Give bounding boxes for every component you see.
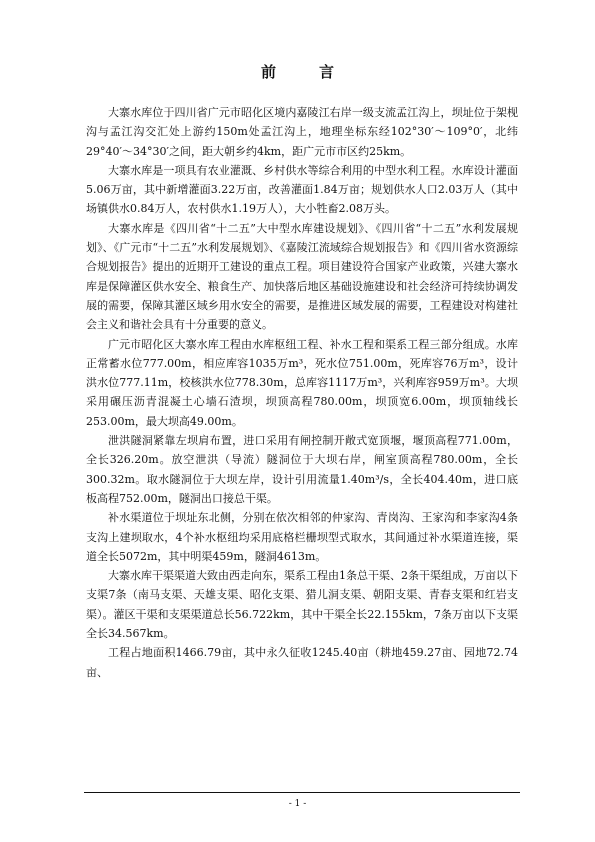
paragraph-land-use: 工程占地面积1466.79亩，其中永久征收1245.40亩（耕地459.27亩、园地72.74亩、 [86, 646, 518, 679]
paragraph-planning: 大寨水库是《四川省“十二五”大中型水库建设规划》、《四川省“十二五”水利发展规划》、《广元市“十二五”水利发展规划》、《嘉陵江流域综合规划报告》和《四川省水资源综合规划报告》提出的近期开工建设的重点工程。项目建设符合国家产业政策，兴建大寨水库是保障灌区供水安全、粮食生产、加快落后地区基础设施建设和社会经济可持续协调发展的需要，保障其灌区域乡用水安全的需要，是推进区域发展的需要，工程建设对构建社会主义和谐社会具有十分重要的意义。 [86, 221, 518, 332]
page-number: - 1 - [288, 799, 307, 809]
body-text [86, 103, 518, 682]
paragraph-tunnels: 泄洪隧洞紧靠左坝肩布置，进口采用有闸控制开敞式宽顶堰，堰顶高程771.00m，全长326.20m。放空泄洪（导流）隧洞位于大坝右岸，闸室顶高程780.00m，全长300.32m。取水隧洞位于大坝左岸，设计引用流量1.40m³/s，全长404.40m，进口底板高程752.00m，隧洞出口接总干渠。 [86, 434, 518, 505]
paragraph-supply-channel: 补水渠道位于坝址东北侧，分别在依次相邻的仲家沟、青岗沟、王家沟和李家沟4条支沟上建坝取水，4个补水枢纽均采用底格栏栅坝型式取水，其间通过补水渠道连接，渠道全长5072m，其中明渠459m，隧洞4613m。 [86, 511, 518, 563]
paragraph-canal-system: 大寨水库干渠渠道大致由西走向东，渠系工程由1条总干渠、2条干渠组成，万亩以下支渠7条（南马支渠、天雄支渠、昭化支渠、猎儿洞支渠、朝阳支渠、青春支渠和红岩支渠）。灌区干渠和支渠渠道总长56.722km，其中干渠全长22.155km，7条万亩以下支渠全长34.567km。 [86, 569, 518, 641]
paragraph-location: 大寨水库位于四川省广元市昭化区境内嘉陵江右岸一级支流孟江沟上，坝址位于架枧沟与孟江沟交汇处上游约150m处孟江沟上，地理坐标东经102°30′～109°0′，北纬29°40′～34°30′之间，距大朝乡约4km，距广元市市区约25km。 [86, 106, 518, 158]
page-title: 前 言 [260, 63, 348, 81]
footer-divider [84, 792, 520, 793]
paragraph-function: 大寨水库是一项具有农业灌溉、乡村供水等综合利用的中型水利工程。水库设计灌面5.06万亩，其中新增灌面3.22万亩，改善灌面1.84万亩；规划供水人口2.03万人（其中场镇供水0.84万人，农村供水1.19万人），大小牲畜2.08万头。 [86, 163, 518, 216]
paragraph-reservoir: 广元市昭化区大寨水库工程由水库枢纽工程、补水工程和渠系工程三部分组成。水库正常蓄水位777.00m，相应库容1035万m³，死水位751.00m，死库容76万m³，设计洪水位777.11m，校核洪水位778.30m，总库容1117万m³，兴利库容959万m³。大坝采用碾压沥青混凝土心墙石渣坝，坝顶高程780.00m，坝顶宽6.00m，坝顶轴线长253.00m，最大坝高49.00m。 [86, 337, 518, 428]
